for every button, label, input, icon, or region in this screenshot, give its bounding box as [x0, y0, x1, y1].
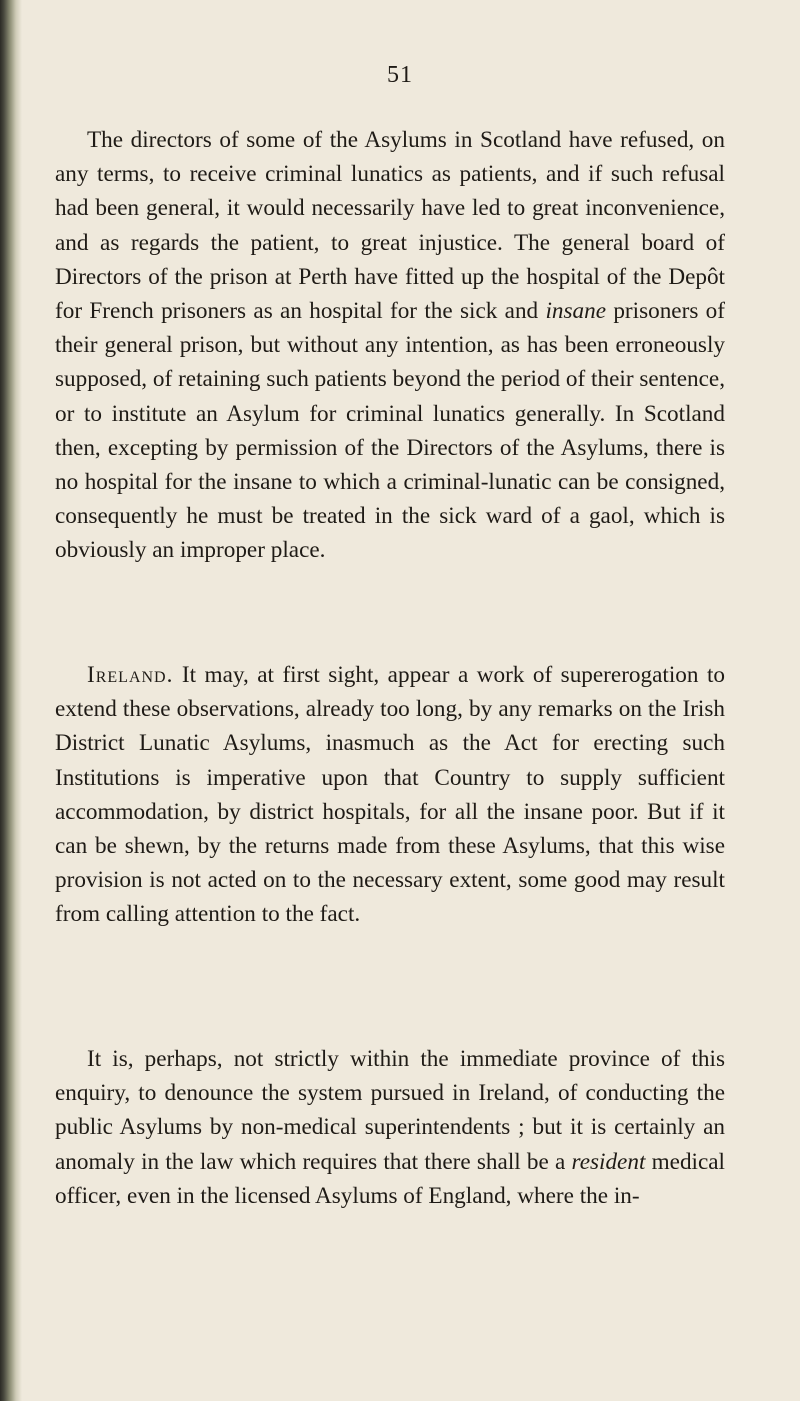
italic-word: insane [545, 298, 607, 325]
paragraph-text [55, 1042, 725, 1213]
paragraph-text [55, 658, 725, 932]
text-segment: prisoners of their general prison, but without any intention, as has been erroneously supposed, of retaining such patients beyond the period of their sentence, or to institute an Asylum for criminal lunatics generally. In Scotland then, excepting by permission of the Directors of the Asylums, there is no hospital for the insane to which a criminal-lunatic can be consigned, consequently he must be treated in the sick ward of a gaol, which is obviously an improper place. [55, 298, 725, 564]
section-heading: Ireland. [87, 662, 174, 688]
text-segment: It is, perhaps, not strictly within the immediate province of this enquiry, to denounce the system pursued in Ireland, of conducting the public Asylums by non-medical superintendents ; but it is certainly an anomaly in the law which requires that there shall be a [55, 1046, 725, 1175]
paragraph-ireland [55, 658, 725, 932]
text-segment: It may, at first sight, appear a work of supererogation to extend these observations, already too long, by any remarks on the Irish District Lunatic Asylums, inasmuch as the Act for erecting such Institutions is imperative upon that Country to supply sufficient accommodation, by district hospitals, for all the insane poor. But if it can be shewn, by the returns made from these Asylums, that this wise provision is not acted on to the necessary extent, some good may result from calling attention to the fact. [55, 662, 725, 928]
italic-word: resident [571, 1148, 646, 1175]
page-number: 51 [387, 62, 413, 88]
paragraph-text [55, 123, 725, 568]
paragraph-scotland-asylums [55, 123, 725, 568]
text-segment: The directors of some of the Asylums in Scotland have refused, on any terms, to receive criminal lunatics as patients, and if such refusal had been general, it would necessarily have led to great inconvenience, and as regards the patient, to great injustice. The general board of Directors of the prison at Perth have fitted up the hospital of the Depôt for French prisoners as an hospital for the sick and [55, 127, 725, 325]
binding-shadow [0, 0, 22, 1401]
text-segment: medical officer, even in the licensed Asylums of England, where the in- [55, 1148, 726, 1209]
paragraph-irish-superintendents [55, 1042, 725, 1213]
